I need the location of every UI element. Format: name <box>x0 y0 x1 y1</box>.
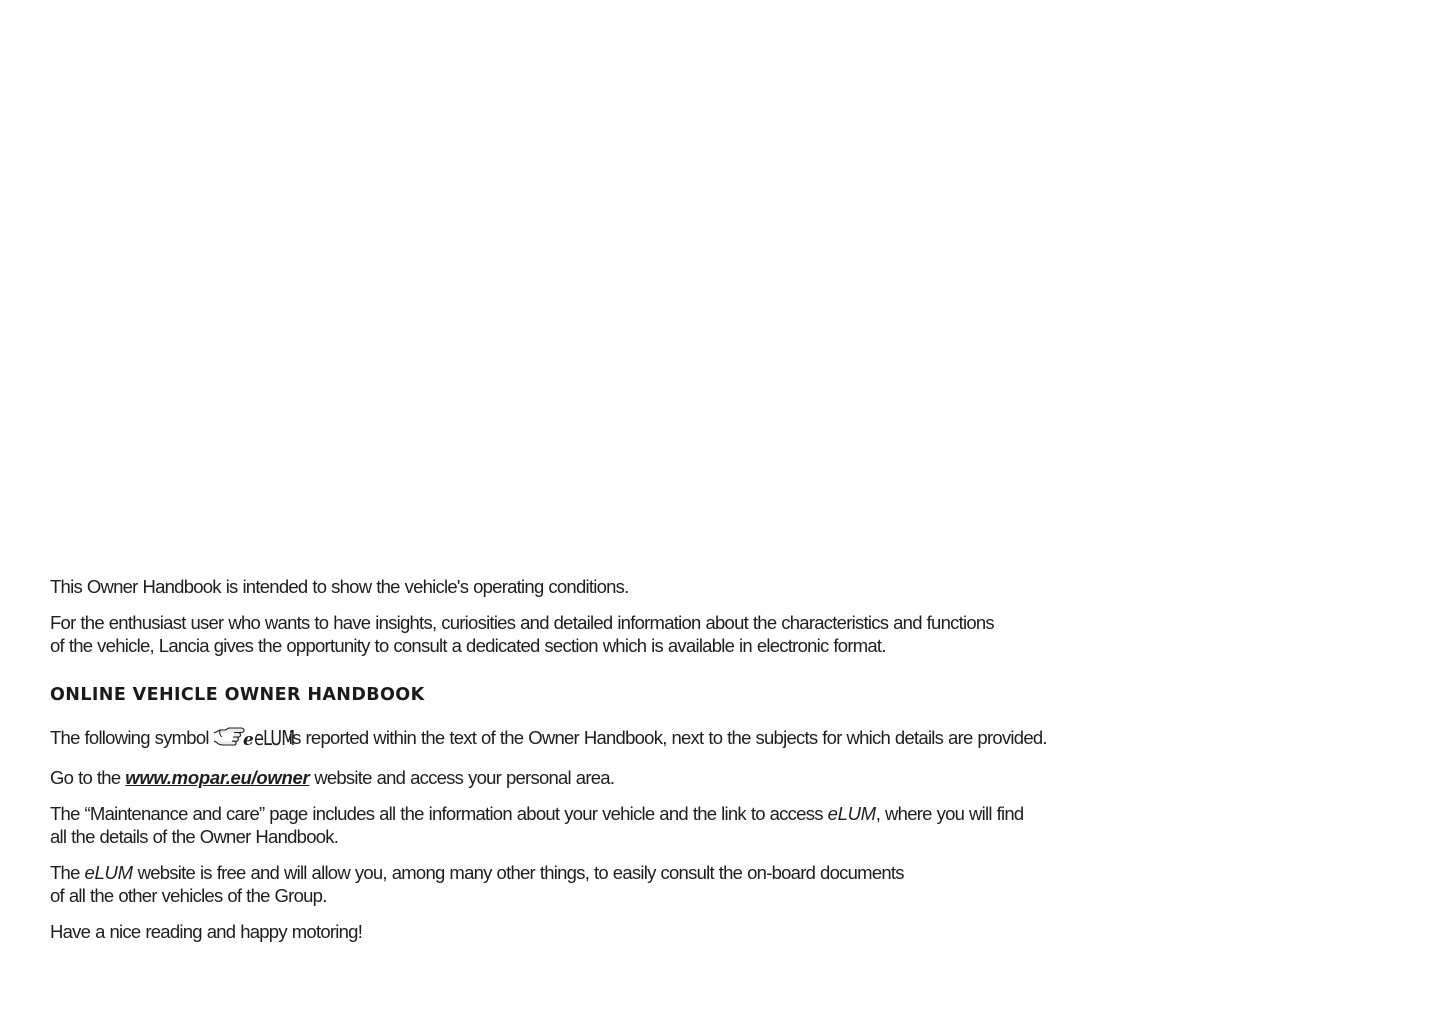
goto-paragraph <box>50 766 1150 789</box>
elum-paragraph <box>50 861 1150 907</box>
closing-text: Have a nice reading and happy motoring! <box>50 921 363 942</box>
enthusiast-line-1: For the enthusiast user who wants to have insights, curiosities and detailed information about the characteristics and functions <box>50 612 994 633</box>
symbol-text-before: The following symbol <box>50 727 209 748</box>
symbol-text-after: is reported within the text of the Owner Handbook, next to the subjects for which details are provided. <box>288 727 1047 748</box>
svg-text:e: e <box>242 730 253 750</box>
enthusiast-line-2: of the vehicle, Lancia gives the opportunity to consult a dedicated section which is available in electronic format. <box>50 635 886 656</box>
maintenance-elum-term: eLUM <box>827 803 876 824</box>
mopar-owner-link[interactable]: www.mopar.eu/owner <box>125 767 310 788</box>
enthusiast-paragraph <box>50 611 1150 657</box>
section-heading: ONLINE VEHICLE OWNER HANDBOOK <box>50 685 425 705</box>
goto-text-before: Go to the <box>50 767 121 788</box>
maintenance-line-2: all the details of the Owner Handbook. <box>50 826 339 847</box>
goto-text-after: website and access your personal area. <box>314 767 615 788</box>
pointing-hand-icon <box>213 724 295 753</box>
maintenance-line-1-before: The “Maintenance and care” page includes all the information about your vehicle and the link to access <box>50 803 823 824</box>
symbol-paragraph <box>50 724 1150 753</box>
maintenance-paragraph <box>50 802 1150 848</box>
elum-symbol-text: eLUM <box>253 727 295 751</box>
maintenance-line-1-after: , where you will find <box>875 803 1024 824</box>
elum-line-2: of all the other vehicles of the Group. <box>50 885 327 906</box>
intro-text: This Owner Handbook is intended to show the vehicle's operating conditions. <box>50 576 629 597</box>
maintenance-line-1 <box>50 802 1150 825</box>
elum-line-1-after: website is free and will allow you, among many other things, to easily consult the on-board documents <box>137 862 904 883</box>
elum-line-1 <box>50 861 1150 884</box>
elum-term: eLUM <box>84 862 133 883</box>
elum-line-1-before: The <box>50 862 80 883</box>
handbook-intro <box>50 575 1150 943</box>
